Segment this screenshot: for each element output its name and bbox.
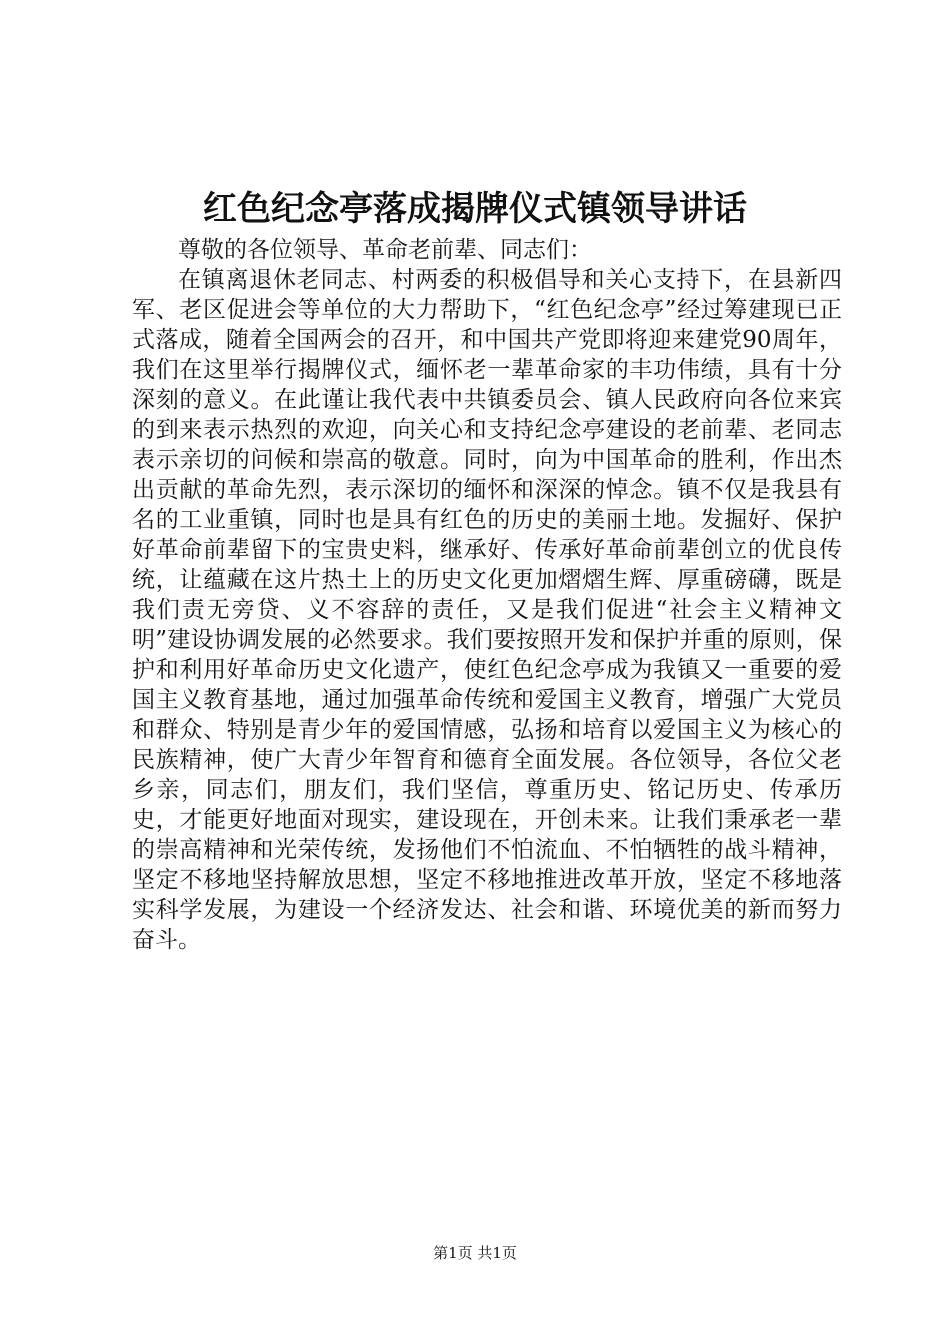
speech-body-paragraph: 在镇离退休老同志、村两委的积极倡导和关心支持下，在县新四军、老区促进会等单位的大力帮助下，“红色纪念亭”经过筹建现已正式落成，随着全国两会的召开，和中国共产党即将迎来建党90周年，我们在这里举行揭牌仪式，缅怀老一辈革命家的丰功伟绩，具有十分深刻的意义。在此谨让我代表中共镇委员会、镇人民政府向各位来宾的到来表示热烈的欢迎，向关心和支持纪念亭建设的老前辈、老同志表示亲切的问候和崇高的敬意。同时，向为中国革命的胜利，作出杰出贡献的革命先烈，表示深切的缅怀和深深的悼念。镇不仅是我县有名的工业重镇，同时也是具有红色的历史的美丽土地。发掘好、保护好革命前辈留下的宝贵史料，继承好、传承好革命前辈创立的优良传统，让蕴藏在这片热土上的历史文化更加熠熠生辉、厚重磅礴，既是我们责无旁贷、义不容辞的责任，又是我们促进“社会主义精神文明”建设协调发展的必然要求。我们要按照开发和保护并重的原则，保护和利用好革命历史文化遗产，使红色纪念亭成为我镇又一重要的爱国主义教育基地，通过加强革命传统和爱国主义教育，增强广大党员和群众、特别是青少年的爱国情感，弘扬和培育以爱国主义为核心的民族精神，使广大青少年智育和德育全面发展。各位领导，各位父老乡亲，同志们，朋友们，我们坚信，尊重历史、铭记历史、传承历史，才能更好地面对现实，建设现在，开创未来。让我们秉承老一辈的崇高精神和光荣传统，发扬他们不怕流血、不怕牺牲的战斗精神，坚定不移地坚持解放思想，坚定不移地推进改革开放，坚定不移地落实科学发展，为建设一个经济发达、社会和谐、环境优美的新而努力奋斗。 bbox=[132, 267, 842, 953]
document-content bbox=[132, 235, 842, 955]
salutation-paragraph: 尊敬的各位领导、革命老前辈、同志们： bbox=[178, 237, 592, 263]
page-footer: 第1页 共1页 bbox=[433, 1244, 517, 1262]
document-title: 红色纪念亭落成揭牌仪式镇领导讲话 bbox=[203, 189, 747, 229]
